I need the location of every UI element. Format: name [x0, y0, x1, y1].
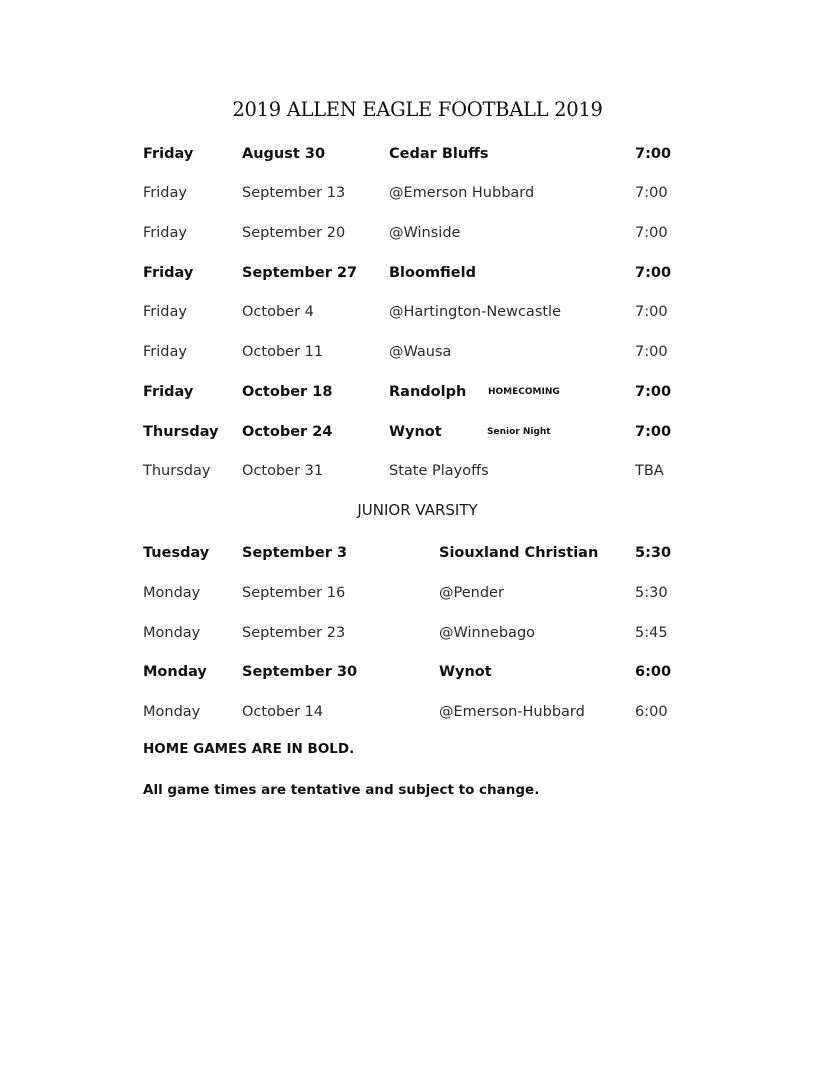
- varsity-row: [0, 261, 835, 285]
- game-opponent: @Emerson-Hubbard: [439, 704, 585, 720]
- home-games-note: HOME GAMES ARE IN BOLD.: [143, 741, 355, 757]
- game-date: September 13: [242, 185, 346, 201]
- game-time: 7:00: [635, 424, 672, 440]
- game-opponent: @Pender: [439, 585, 504, 601]
- game-time: 7:00: [635, 265, 672, 281]
- game-day: Friday: [143, 384, 194, 400]
- game-date: October 11: [242, 344, 324, 360]
- game-date: September 16: [242, 585, 346, 601]
- game-date: September 3: [242, 545, 348, 561]
- game-opponent: Siouxland Christian: [439, 545, 599, 561]
- page-title: 2019 ALLEN EAGLE FOOTBALL 2019: [232, 98, 603, 121]
- game-time: 5:30: [635, 585, 668, 601]
- game-date: October 18: [242, 384, 333, 400]
- game-opponent: Wynot: [389, 424, 442, 440]
- jv-heading: JUNIOR VARSITY: [357, 501, 478, 519]
- game-opponent: @Hartington-Newcastle: [389, 304, 562, 320]
- tentative-times-note: All game times are tentative and subject to change.: [143, 782, 540, 798]
- game-day: Monday: [143, 664, 207, 680]
- game-date: September 23: [242, 625, 346, 641]
- game-date: August 30: [242, 146, 326, 162]
- varsity-row: [0, 459, 835, 483]
- game-day: Thursday: [143, 424, 219, 440]
- game-opponent: Wynot: [439, 664, 492, 680]
- game-day: Monday: [143, 704, 201, 720]
- game-time: TBA: [635, 463, 664, 479]
- game-time: 7:00: [635, 344, 668, 360]
- varsity-row: [0, 221, 835, 245]
- game-opponent: Randolph: [389, 384, 467, 400]
- game-time: 6:00: [635, 704, 668, 720]
- game-date: October 14: [242, 704, 324, 720]
- game-time: 6:00: [635, 664, 672, 680]
- varsity-row: [0, 380, 835, 404]
- game-opponent: Cedar Bluffs: [389, 146, 489, 162]
- varsity-row: [0, 420, 835, 444]
- game-day: Thursday: [143, 463, 211, 479]
- game-day: Monday: [143, 625, 201, 641]
- game-date: September 30: [242, 664, 358, 680]
- varsity-row: [0, 300, 835, 324]
- jv-row: [0, 541, 835, 565]
- jv-row: [0, 581, 835, 605]
- game-opponent: @Wausa: [389, 344, 452, 360]
- game-opponent: @Emerson Hubbard: [389, 185, 535, 201]
- game-day: Friday: [143, 146, 194, 162]
- game-time: 7:00: [635, 146, 672, 162]
- homecoming-note: HOMECOMING: [488, 387, 560, 397]
- game-time: 5:45: [635, 625, 668, 641]
- game-opponent: State Playoffs: [389, 463, 489, 479]
- game-time: 7:00: [635, 185, 668, 201]
- game-opponent: @Winside: [389, 225, 461, 241]
- game-time: 5:30: [635, 545, 672, 561]
- game-date: October 24: [242, 424, 333, 440]
- jv-row: [0, 660, 835, 684]
- game-day: Friday: [143, 185, 187, 201]
- game-day: Tuesday: [143, 545, 210, 561]
- game-date: September 27: [242, 265, 358, 281]
- game-date: September 20: [242, 225, 346, 241]
- game-day: Monday: [143, 585, 201, 601]
- game-date: October 4: [242, 304, 314, 320]
- game-date: October 31: [242, 463, 324, 479]
- game-opponent: Bloomfield: [389, 265, 476, 281]
- game-day: Friday: [143, 265, 194, 281]
- jv-row: [0, 621, 835, 645]
- game-day: Friday: [143, 344, 187, 360]
- game-opponent: @Winnebago: [439, 625, 536, 641]
- varsity-row: [0, 181, 835, 205]
- game-time: 7:00: [635, 225, 668, 241]
- game-time: 7:00: [635, 304, 668, 320]
- game-day: Friday: [143, 304, 187, 320]
- varsity-row: [0, 340, 835, 364]
- jv-row: [0, 700, 835, 724]
- game-time: 7:00: [635, 384, 672, 400]
- game-day: Friday: [143, 225, 187, 241]
- senior-night-note: Senior Night: [487, 427, 551, 437]
- varsity-row: [0, 142, 835, 166]
